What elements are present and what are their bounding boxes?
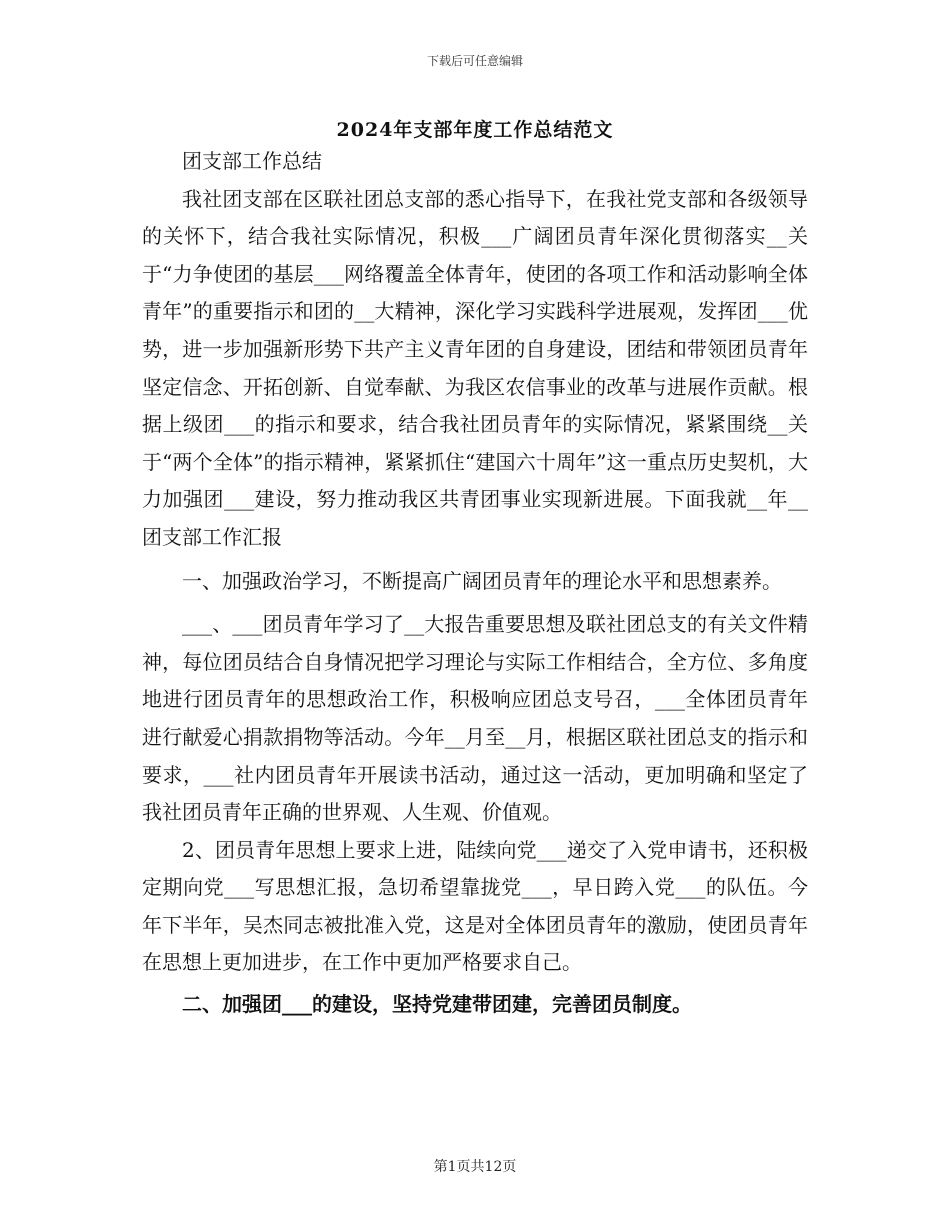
paragraph: 我社团支部在区联社团总支部的悉心指导下，在我社党支部和各级领导的关怀下，结合我社实际情况，积极___广阔团员青年深化贯彻落实__关于“力争使团的基层___网络覆盖全体青年，使团的各项工作和活动影响全体青年”的重要指示和团的__大精神，深化学习实践科学进展观，发挥团___优势，进一步加强新形势下共产主义青年团的自身建设，团结和带领团员青年坚定信念、开拓创新、自觉奉献、为我区农信事业的改革与进展作贡献。根据上级团___的指示和要求，结合我社团员青年的实际情况，紧紧围绕__关于“两个全体”的指示精神，紧紧抓住“建国六十周年”这一重点历史契机，大力加强团___建设，努力推动我区共青团事业实现新进展。下面我就__年__团支部工作汇报 [142, 186, 808, 549]
paragraph: 2、团员青年思想上要求上进，陆续向党___递交了入党申请书，还积极定期向党___写思想汇报，急切希望靠拢党___，早日跨入党___的队伍。今年下半年，吴杰同志被批准入党，这是对全体团员青年的激励，使团员青年在思想上更加进步，在工作中更加严格要求自己。 [142, 837, 808, 975]
section-heading-bold: 二、加强团___的建设，坚持党建带团建，完善团员制度。 [182, 992, 692, 1017]
section-heading: 团支部工作总结 [182, 149, 322, 173]
paragraph: 一、加强政治学习，不断提高广阔团员青年的理论水平和思想素养。 [182, 568, 782, 593]
paragraph: ___、___团员青年学习了__大报告重要思想及联社团总支的有关文件精神，每位团员结合自身情况把学习理论与实际工作相结合，全方位、多角度地进行团员青年的思想政治工作，积极响应团总支号召，___全体团员青年进行献爱心捐款捐物等活动。今年__月至__月，根据区联社团总支的指示和要求，___社内团员青年开展读书活动，通过这一活动，更加明确和坚定了我社团员青年正确的世界观、人生观、价值观。 [142, 612, 808, 825]
document-body [142, 143, 808, 1024]
document-title: 2024年支部年度工作总结范文 [336, 119, 614, 141]
page-number: 第1页共12页 [433, 1159, 517, 1175]
header-note: 下载后可任意编辑 [426, 54, 523, 68]
